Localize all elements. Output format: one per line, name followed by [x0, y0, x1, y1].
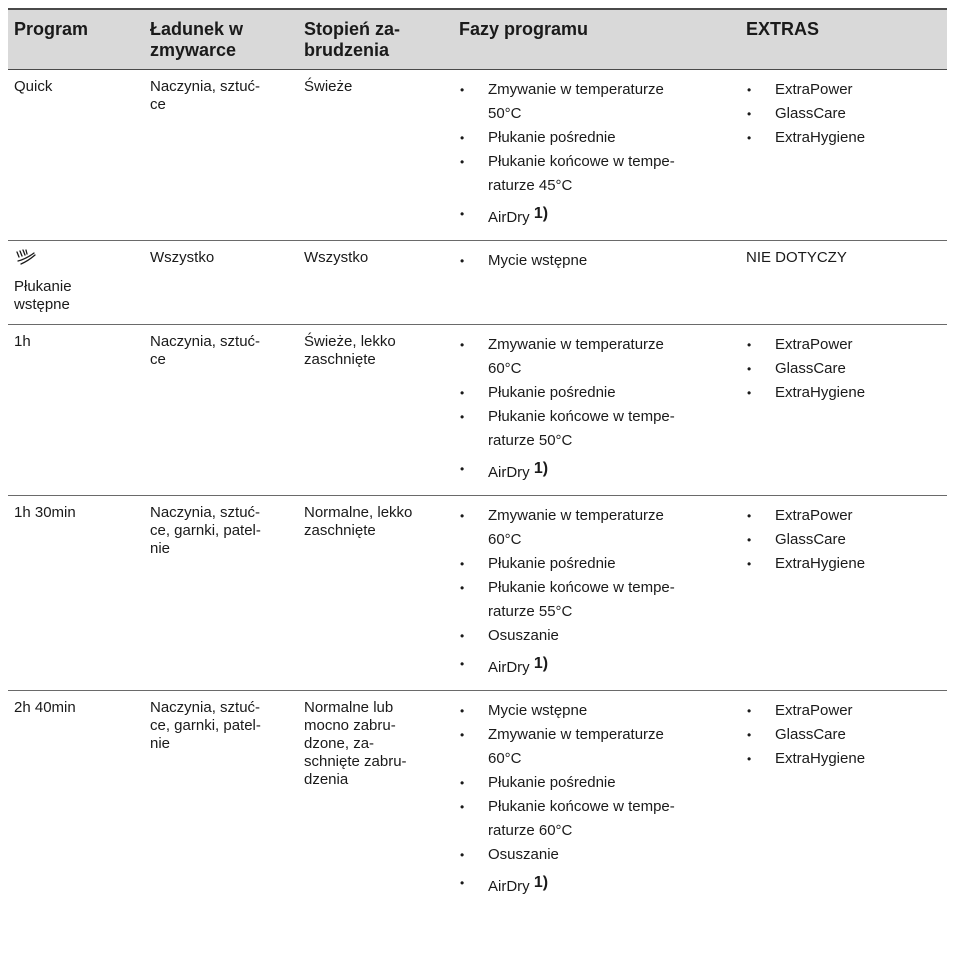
load-text: Naczynia, sztuć- [150, 333, 261, 350]
soil-text: zaschnięte [304, 351, 376, 368]
header-row [8, 9, 947, 70]
load-text: ce [150, 96, 166, 113]
cell-soil [298, 241, 453, 325]
load-text: ce [150, 351, 166, 368]
phase-text: raturze 55°C [488, 603, 573, 620]
phase-text: Zmywanie w temperaturze [488, 81, 664, 98]
extras-text: GlassCare [775, 531, 846, 548]
header-phases [453, 9, 740, 70]
table-row [8, 691, 947, 910]
cell-phases [453, 325, 740, 496]
cell-extras [740, 70, 947, 241]
cell-soil [298, 496, 453, 691]
phase-list [459, 78, 736, 230]
cell-load [144, 241, 298, 325]
extras-item [746, 504, 943, 528]
phase-text: 60°C [488, 360, 522, 377]
extras-item [746, 357, 943, 381]
cell-load [144, 691, 298, 910]
phase-item [459, 249, 736, 273]
phase-text: raturze 50°C [488, 432, 573, 449]
header-soil [298, 9, 453, 70]
load-text: ce, garnki, patel- [150, 717, 261, 734]
phase-list [459, 249, 736, 273]
soil-text: mocno zabru- [304, 717, 396, 734]
header-load-line: Ładunek w [150, 19, 244, 39]
phase-text: Płukanie końcowe w tempe- [488, 408, 675, 425]
phase-list [459, 699, 736, 899]
phase-text: Osuszanie [488, 846, 559, 863]
cell-soil [298, 325, 453, 496]
header-phases-label: Fazy programu [459, 19, 589, 39]
program-name: 1h [14, 333, 31, 350]
phase-item [459, 576, 736, 624]
phase-item [459, 78, 736, 126]
load-text: nie [150, 540, 171, 557]
load-text: Wszystko [150, 249, 215, 266]
extras-list [746, 333, 943, 405]
phase-text: Płukanie końcowe w tempe- [488, 153, 675, 170]
phase-text: Płukanie końcowe w tempe- [488, 579, 675, 596]
extras-text: ExtraPower [775, 702, 853, 719]
header-program-label: Program [14, 19, 89, 39]
extras-text: ExtraPower [775, 81, 853, 98]
extras-text: GlassCare [775, 726, 846, 743]
phase-text: Płukanie pośrednie [488, 774, 616, 791]
soil-text: dzenia [304, 771, 349, 788]
phase-item [459, 795, 736, 843]
header-extras-label: EXTRAS [746, 19, 820, 39]
soil-text: Normalne, lekko [304, 504, 413, 521]
extras-list [746, 504, 943, 576]
phase-item [459, 699, 736, 723]
phase-text: 60°C [488, 531, 522, 548]
table-row [8, 70, 947, 241]
extras-text: GlassCare [775, 360, 846, 377]
phase-text: Płukanie pośrednie [488, 384, 616, 401]
extras-text: NIE DOTYCZY [746, 249, 847, 266]
extras-item [746, 528, 943, 552]
load-text: Naczynia, sztuć- [150, 78, 261, 95]
program-name: 2h 40min [14, 699, 76, 716]
phase-item [459, 723, 736, 771]
cell-extras [740, 241, 947, 325]
header-load-line: zmywarce [150, 40, 237, 60]
extras-item [746, 723, 943, 747]
cell-program [8, 70, 144, 241]
phase-item-airdry [459, 652, 736, 680]
phase-item-airdry [459, 457, 736, 485]
soil-text: Świeże, lekko [304, 333, 396, 350]
phase-item [459, 150, 736, 198]
cell-program [8, 325, 144, 496]
soil-text: schnięte zabru- [304, 753, 407, 770]
phase-text: Mycie wstępne [488, 252, 588, 269]
cell-extras [740, 691, 947, 910]
extras-item [746, 699, 943, 723]
phase-text: Płukanie końcowe w tempe- [488, 798, 675, 815]
phase-list [459, 504, 736, 680]
phase-item [459, 405, 736, 453]
soil-text: Świeże [304, 78, 353, 95]
cell-phases [453, 70, 740, 241]
phase-list [459, 333, 736, 485]
phase-text: AirDry [488, 878, 530, 895]
phase-item [459, 333, 736, 381]
prewash-icon [14, 249, 38, 274]
footnote-marker: 1) [533, 460, 549, 477]
cell-load [144, 70, 298, 241]
cell-extras [740, 325, 947, 496]
phase-item [459, 552, 736, 576]
cell-load [144, 325, 298, 496]
cell-soil [298, 70, 453, 241]
footnote-marker: 1) [533, 205, 549, 222]
extras-item [746, 552, 943, 576]
cell-phases [453, 691, 740, 910]
soil-text: Normalne lub [304, 699, 394, 716]
header-program [8, 9, 144, 70]
program-name: Płukanie [14, 278, 72, 295]
cell-phases [453, 496, 740, 691]
load-text: Naczynia, sztuć- [150, 504, 261, 521]
phase-text: Zmywanie w temperaturze [488, 507, 664, 524]
load-text: nie [150, 735, 171, 752]
extras-text: ExtraHygiene [775, 129, 866, 146]
extras-item [746, 747, 943, 771]
cell-phases [453, 241, 740, 325]
phase-text: raturze 60°C [488, 822, 573, 839]
header-soil-line: Stopień za- [304, 19, 401, 39]
phase-text: AirDry [488, 464, 530, 481]
extras-item [746, 78, 943, 102]
phase-item-airdry [459, 871, 736, 899]
header-extras [740, 9, 947, 70]
phase-item [459, 843, 736, 867]
extras-list [746, 699, 943, 771]
extras-text: ExtraHygiene [775, 750, 866, 767]
phase-item-airdry [459, 202, 736, 230]
load-text: ce, garnki, patel- [150, 522, 261, 539]
extras-text: ExtraPower [775, 507, 853, 524]
program-name: 1h 30min [14, 504, 76, 521]
extras-item [746, 102, 943, 126]
load-text: Naczynia, sztuć- [150, 699, 261, 716]
cell-load [144, 496, 298, 691]
extras-text: GlassCare [775, 105, 846, 122]
soil-text: dzone, za- [304, 735, 375, 752]
phase-item [459, 504, 736, 552]
cell-program [8, 691, 144, 910]
phase-text: Osuszanie [488, 627, 559, 644]
extras-list [746, 78, 943, 150]
soil-text: Wszystko [304, 249, 369, 266]
phase-text: AirDry [488, 659, 530, 676]
phase-text: Mycie wstępne [488, 702, 588, 719]
footnote-marker: 1) [533, 655, 549, 672]
extras-item [746, 381, 943, 405]
extras-item [746, 333, 943, 357]
phase-text: Płukanie pośrednie [488, 129, 616, 146]
program-table [8, 8, 947, 909]
phase-text: Zmywanie w temperaturze [488, 726, 664, 743]
program-name: Quick [14, 78, 53, 95]
extras-item [746, 126, 943, 150]
table-row [8, 496, 947, 691]
phase-text: Zmywanie w temperaturze [488, 336, 664, 353]
phase-text: 50°C [488, 105, 522, 122]
table-row [8, 241, 947, 325]
phase-text: 60°C [488, 750, 522, 767]
phase-text: raturze 45°C [488, 177, 573, 194]
phase-item [459, 381, 736, 405]
cell-extras [740, 496, 947, 691]
phase-item [459, 771, 736, 795]
cell-soil [298, 691, 453, 910]
cell-program [8, 241, 144, 325]
soil-text: zaschnięte [304, 522, 376, 539]
phase-text: Płukanie pośrednie [488, 555, 616, 572]
phase-item [459, 624, 736, 648]
phase-text: AirDry [488, 209, 530, 226]
table-row [8, 325, 947, 496]
extras-text: ExtraHygiene [775, 555, 866, 572]
header-soil-line: brudzenia [304, 40, 390, 60]
cell-program [8, 496, 144, 691]
extras-text: ExtraHygiene [775, 384, 866, 401]
header-load [144, 9, 298, 70]
phase-item [459, 126, 736, 150]
extras-text: ExtraPower [775, 336, 853, 353]
program-name: wstępne [14, 296, 70, 313]
footnote-marker: 1) [533, 874, 549, 891]
